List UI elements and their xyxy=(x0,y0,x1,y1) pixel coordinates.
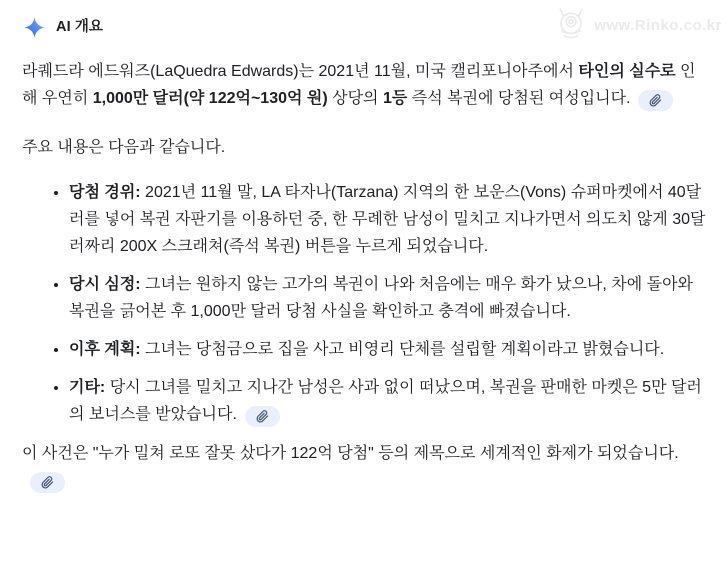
body-text: 그녀는 원하지 않는 고가의 복권이 나와 처음에는 매우 화가 났으나, 차에 돌아와 복권을 긁어본 후 1,000만 달러 당첨 사실을 확인하고 충격에 빠졌습니다. xyxy=(69,276,693,320)
body-text: 그녀는 당첨금으로 집을 사고 비영리 단체를 설립할 계획이라고 밝혔습니다. xyxy=(140,341,665,358)
body-text: 이 사건은 "누가 밀쳐 로또 잘못 샀다가 122억 당첨" 등의 제목으로 세계적인 화제가 되었습니다. xyxy=(22,445,679,462)
bold-text: 기타: xyxy=(69,379,106,396)
ai-overview-content xyxy=(22,58,708,494)
ai-overview-title: AI 개요 xyxy=(56,19,104,35)
owl-logo-icon xyxy=(551,5,591,45)
citation-chip[interactable] xyxy=(30,472,65,493)
body-text: 즉석 복권에 당첨된 여성입니다. xyxy=(407,90,631,107)
outro-paragraph xyxy=(22,440,708,494)
ai-overview-header xyxy=(24,14,103,41)
paperclip-icon xyxy=(41,476,54,489)
gemini-spark-icon xyxy=(24,17,45,38)
bold-text: 1등 xyxy=(382,90,408,107)
list-item xyxy=(69,179,708,260)
list-item xyxy=(69,374,708,428)
citation-chip[interactable] xyxy=(638,90,673,111)
body-text: 상당의 xyxy=(327,90,383,107)
paperclip-icon xyxy=(256,410,269,423)
bold-text: 당시 심정: xyxy=(69,276,141,293)
bold-text: 당첨 경위: xyxy=(69,184,141,201)
body-text: 당시 그녀를 밀치고 지나간 남성은 사과 없이 떠났으며, 복권을 판매한 마켓은 5만 달러의 보너스를 받았습니다. xyxy=(69,379,702,423)
bold-text: 이후 계획: xyxy=(69,341,141,358)
lead-in-paragraph: 주요 내용은 다음과 같습니다. xyxy=(22,139,226,156)
body-text: 2021년 11월 말, LA 타자나(Tarzana) 지역의 한 보운스(Vons) 슈퍼마켓에서 40달러를 넣어 복권 자판기를 이용하던 중, 한 무례한 남성이 밀치고 지나가면서 의도치 않게 30달러짜리 200X 스크래쳐(즉석 복권) 버튼을 누르게 되었습니다. xyxy=(69,184,706,255)
watermark xyxy=(551,5,722,45)
watermark-text: www.Rinko.co.kr xyxy=(594,16,722,34)
citation-chip[interactable] xyxy=(245,406,280,427)
bold-text: 1,000만 달러(약 122억~130억 원) xyxy=(92,90,328,107)
intro-paragraph xyxy=(22,58,708,112)
body-text: 라퀘드라 에드워즈(LaQuedra Edwards)는 2021년 11월, 미국 캘리포니아주에서 xyxy=(22,63,579,80)
bold-text: 타인의 실수로 xyxy=(578,63,676,80)
body-text: 인해 우연히 xyxy=(22,63,696,107)
list-item xyxy=(69,336,708,363)
paperclip-icon xyxy=(649,94,662,107)
list-item xyxy=(69,271,708,325)
key-points-list xyxy=(22,179,708,428)
